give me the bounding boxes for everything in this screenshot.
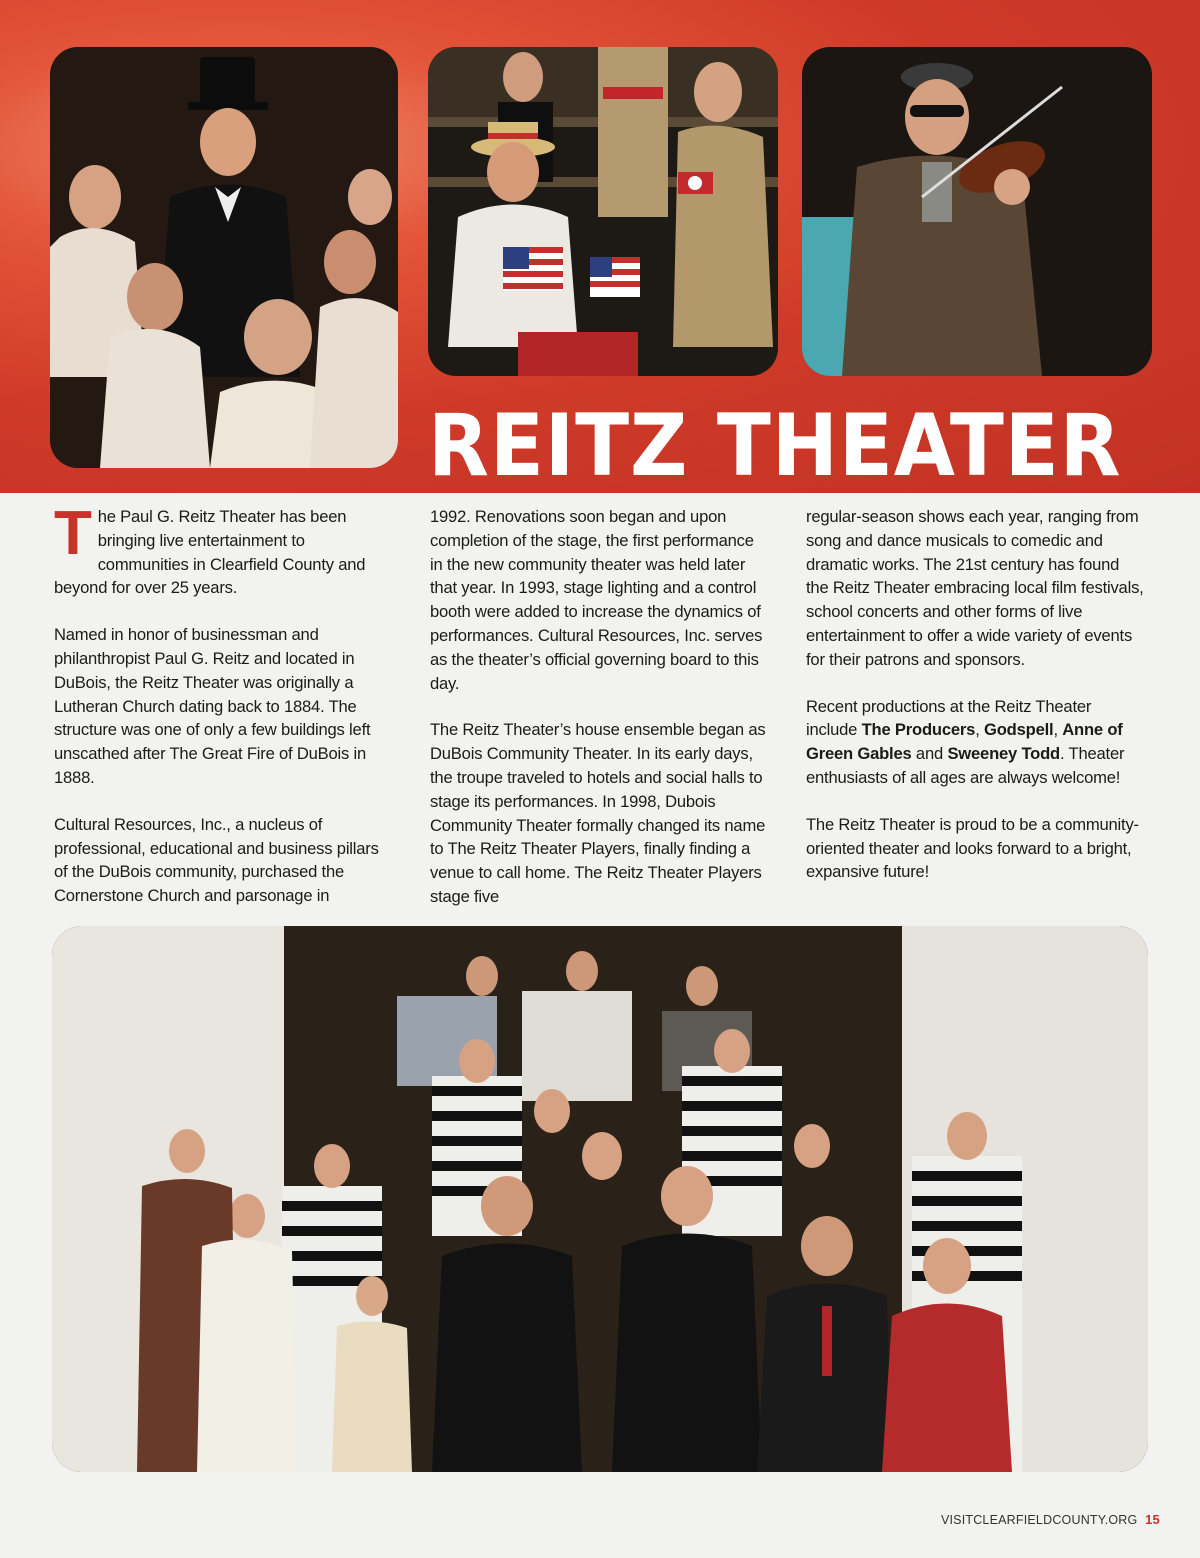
photo-top-middle (428, 47, 778, 376)
article-column-3 (806, 505, 1146, 907)
photo-top-right-image (802, 47, 1152, 376)
paragraph: Cultural Resources, Inc., a nucleus of professional, educational and business pillars of the DuBois community, purchased the Cornerstone Church and parsonage in (54, 814, 379, 906)
show-title: Sweeney Todd (947, 744, 1060, 764)
paragraph: 1992. Renovations soon began and upon completion of the stage, the first performance in the new community theater was held later that year. In 1993, stage lighting and a control booth were added to increase the dynamics of performances. Cultural Resources, Inc. serves as the theater’s official governing board to this day. (430, 507, 763, 693)
paragraph: regular-season shows each year, ranging from song and dance musicals to comedic and dramatic works. The 21st century has found the Reitz Theater embracing local film festivals, school concerts and other forms of live entertainment to offer a wide variety of events for their patrons and sponsors. (806, 507, 1144, 669)
photo-bottom-cast (52, 926, 1148, 1472)
footer-url: VISITCLEARFIELDCOUNTY.ORG (940, 1513, 1138, 1527)
page-number: 15 (1145, 1512, 1160, 1527)
show-title: Anne of Green Gables (806, 720, 1123, 764)
separator: and (911, 744, 948, 764)
paragraph (806, 695, 1146, 790)
photo-bottom-cast-image (52, 926, 1148, 1472)
paragraph: Named in honor of businessman and philanthropist Paul G. Reitz and located in DuBois, the Reitz Theater was originally a Lutheran Church dating back to 1884. The structure was one of only a few buildings left unscathed after The Great Fire of DuBois in 1888. (54, 625, 371, 787)
photo-top-left-image (50, 47, 398, 468)
photo-top-left (50, 47, 398, 468)
separator: , (1053, 720, 1063, 740)
paragraph-text: . Theater enthusiasts of all ages are always welcome! (806, 744, 1125, 787)
separator: , (975, 720, 985, 740)
show-title: Godspell (984, 720, 1054, 740)
paragraph-text: Recent productions at the Reitz Theater include (806, 696, 1092, 740)
article-column-2 (430, 505, 770, 932)
photo-top-right (802, 47, 1152, 376)
photo-top-middle-image (428, 47, 778, 376)
article-column-1 (54, 499, 394, 931)
show-title: The Producers (861, 720, 976, 740)
paragraph: The Reitz Theater is proud to be a community-oriented theater and looks forward to a bright, expansive future! (806, 814, 1139, 882)
paragraph: The Reitz Theater’s house ensemble began as DuBois Community Theater. In its early days, the troupe traveled to hotels and social halls to stage its performances. In 1998, Dubois Community Theater formally changed its name to The Reitz Theater Players, finally finding a venue to call home. The Reitz Theater Players stage five (430, 720, 766, 906)
paragraph (54, 499, 394, 600)
drop-cap: T (54, 499, 92, 568)
page-footer (941, 1512, 1160, 1532)
page-title: REITZ THEATER (428, 396, 1122, 496)
paragraph-text: he Paul G. Reitz Theater has been bringing live entertainment to communities in Clearfield County and beyond for over 25 years. (54, 507, 366, 598)
